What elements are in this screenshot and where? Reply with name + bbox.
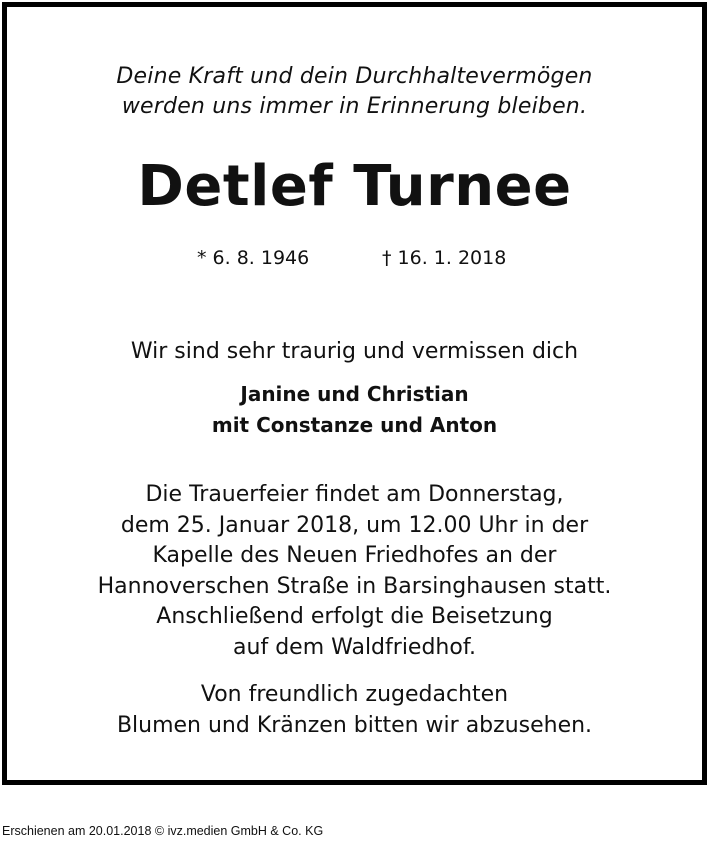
family-line: Janine und Christian: [240, 382, 469, 406]
deceased-name: Detlef Turnee: [137, 154, 572, 219]
service-line: Kapelle des Neuen Friedhofes an der: [152, 543, 557, 568]
flowers-line: Von freundlich zugedachten: [200, 682, 509, 707]
flowers-request: [7, 680, 702, 741]
obituary-notice: [2, 2, 707, 785]
family-line: mit Constanze und Anton: [211, 413, 498, 437]
service-line: dem 25. Januar 2018, um 12.00 Uhr in der: [120, 512, 589, 538]
service-line: auf dem Waldfriedhof.: [233, 634, 476, 660]
birth-date: * 6. 8. 1946: [197, 247, 310, 269]
mourning-line: Wir sind sehr traurig und vermissen dich: [130, 339, 579, 364]
service-line: Anschließend erfolgt die Beisetzung: [156, 604, 553, 629]
death-date: † 16. 1. 2018: [382, 247, 507, 269]
publication-footer: Erschienen am 20.01.2018 © ivz.medien GmbH & Co. KG: [2, 824, 324, 838]
flowers-line: Blumen und Kränzen bitten wir abzusehen.: [116, 712, 593, 738]
family-names: [7, 379, 702, 441]
quote-line: werden uns immer in Erinnerung bleiben.: [121, 94, 588, 119]
memorial-quote: [7, 62, 702, 122]
service-line: Hannoverschen Straße in Barsinghausen statt.: [97, 573, 612, 599]
funeral-service-info: [7, 480, 702, 663]
service-line: Die Trauerfeier findet am Donnerstag,: [145, 482, 564, 507]
quote-line: Deine Kraft und dein Durchhaltevermögen: [116, 64, 593, 89]
